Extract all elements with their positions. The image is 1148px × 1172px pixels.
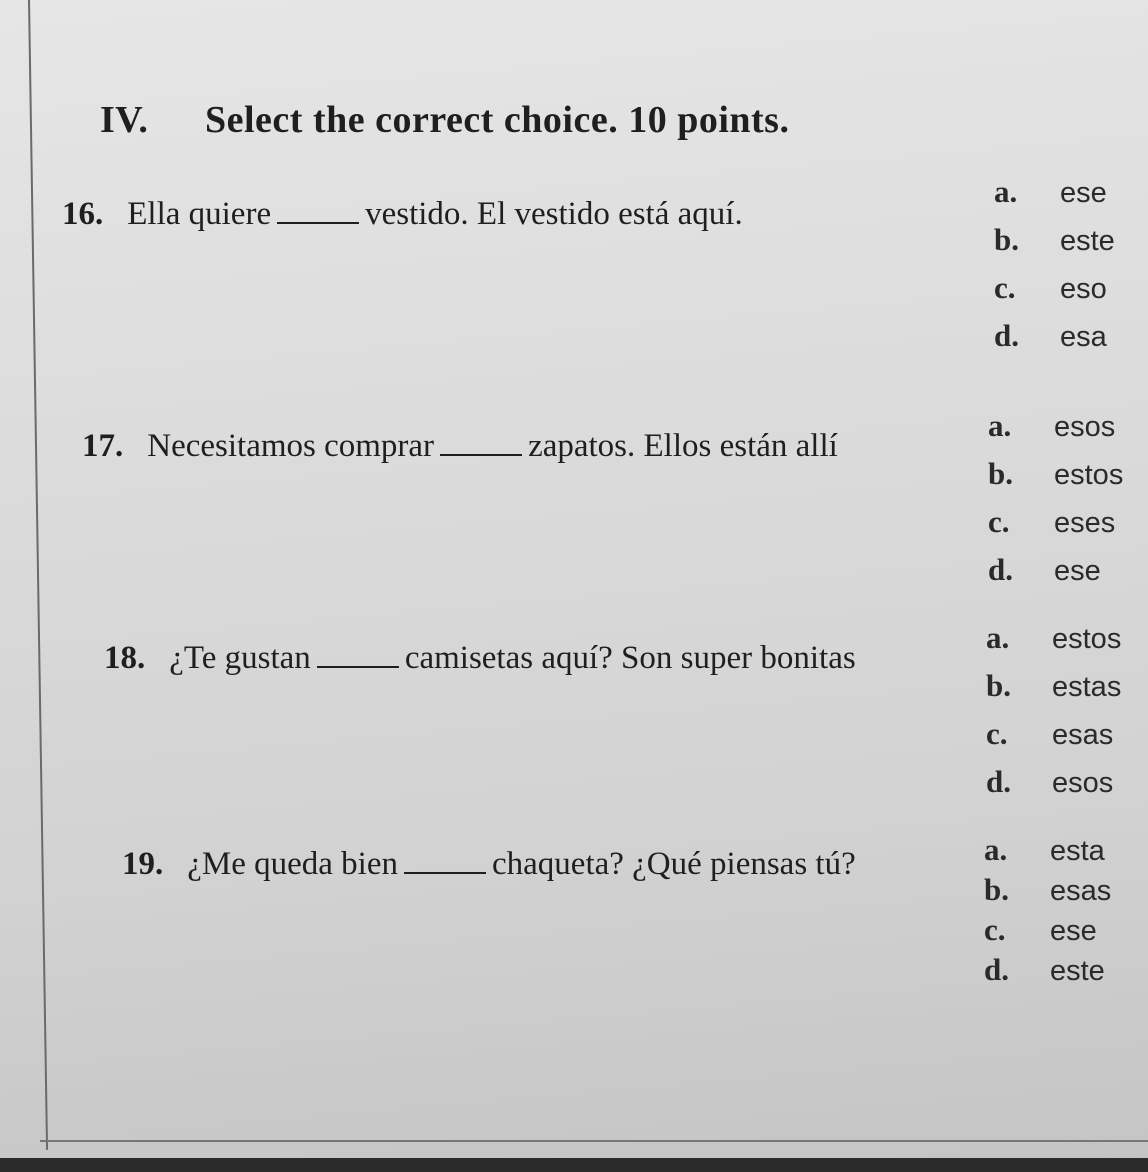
option-text: ese — [1060, 177, 1107, 209]
option-letter: c. — [986, 716, 1008, 751]
option-text: eso — [1060, 273, 1107, 305]
option-a[interactable] — [984, 832, 1111, 872]
question-18 — [104, 640, 856, 677]
question-number: 17. — [82, 428, 124, 464]
question-19 — [122, 846, 856, 883]
option-a[interactable] — [986, 620, 1121, 668]
option-a[interactable] — [994, 174, 1115, 222]
question-text-before: Ella quiere — [127, 196, 272, 232]
option-text: esa — [1060, 321, 1107, 353]
question-number: 19. — [122, 846, 164, 882]
option-text: eses — [1054, 507, 1116, 539]
option-c[interactable] — [994, 270, 1115, 318]
answer-blank — [440, 444, 522, 456]
option-c[interactable] — [986, 716, 1121, 764]
page-left-border — [28, 0, 48, 1150]
option-b[interactable] — [984, 872, 1111, 912]
option-letter: d. — [988, 552, 1013, 587]
option-c[interactable] — [988, 504, 1123, 552]
option-text: esas — [1052, 719, 1114, 751]
question-text-before: Necesitamos comprar — [147, 428, 435, 464]
option-b[interactable] — [988, 456, 1123, 504]
option-d[interactable] — [994, 318, 1115, 366]
question-18-options — [986, 620, 1121, 812]
option-letter: a. — [994, 174, 1018, 209]
option-letter: a. — [986, 620, 1010, 655]
answer-blank — [404, 862, 486, 874]
option-text: este — [1050, 955, 1105, 987]
answer-blank — [317, 656, 399, 668]
question-text-after: camisetas aquí? Son super bonitas — [404, 640, 856, 676]
question-text-after: chaqueta? ¿Qué piensas tú? — [492, 846, 856, 882]
section-heading — [100, 98, 789, 142]
option-text: este — [1060, 225, 1115, 257]
option-text: estas — [1052, 671, 1122, 703]
section-number: IV. — [100, 99, 149, 141]
question-17 — [82, 428, 838, 465]
option-text: estos — [1054, 459, 1124, 491]
option-text: estos — [1052, 623, 1122, 655]
option-text: ese — [1054, 555, 1101, 587]
option-a[interactable] — [988, 408, 1123, 456]
option-text: esos — [1052, 767, 1114, 799]
question-number: 16. — [62, 196, 104, 232]
option-letter: b. — [986, 668, 1011, 703]
option-letter: d. — [994, 318, 1019, 353]
question-text-before: ¿Me queda bien — [187, 846, 398, 882]
question-number: 18. — [104, 640, 146, 676]
page-bottom-border — [40, 1140, 1148, 1142]
question-17-options — [988, 408, 1123, 600]
section-title: Select the correct choice. 10 points. — [205, 99, 790, 141]
option-letter: d. — [984, 952, 1009, 987]
option-c[interactable] — [984, 912, 1111, 952]
answer-blank — [277, 212, 359, 224]
option-text: esas — [1050, 875, 1112, 907]
option-letter: c. — [988, 504, 1010, 539]
question-19-options — [984, 832, 1111, 992]
option-letter: b. — [988, 456, 1013, 491]
option-b[interactable] — [986, 668, 1121, 716]
question-16-options — [994, 174, 1115, 366]
question-text-after: vestido. El vestido está aquí. — [365, 196, 743, 232]
option-letter: b. — [994, 222, 1019, 257]
question-text-before: ¿Te gustan — [169, 640, 311, 676]
option-text: esta — [1050, 835, 1105, 867]
option-text: ese — [1050, 915, 1097, 947]
option-letter: d. — [986, 764, 1011, 799]
screen-bottom-edge — [0, 1158, 1148, 1172]
option-letter: a. — [988, 408, 1012, 443]
option-b[interactable] — [994, 222, 1115, 270]
option-d[interactable] — [988, 552, 1123, 600]
option-letter: c. — [994, 270, 1016, 305]
question-text-after: zapatos. Ellos están allí — [528, 428, 838, 464]
option-d[interactable] — [986, 764, 1121, 812]
option-text: esos — [1054, 411, 1116, 443]
option-d[interactable] — [984, 952, 1111, 992]
question-16 — [62, 196, 743, 233]
option-letter: c. — [984, 912, 1006, 947]
option-letter: a. — [984, 832, 1008, 867]
option-letter: b. — [984, 872, 1009, 907]
